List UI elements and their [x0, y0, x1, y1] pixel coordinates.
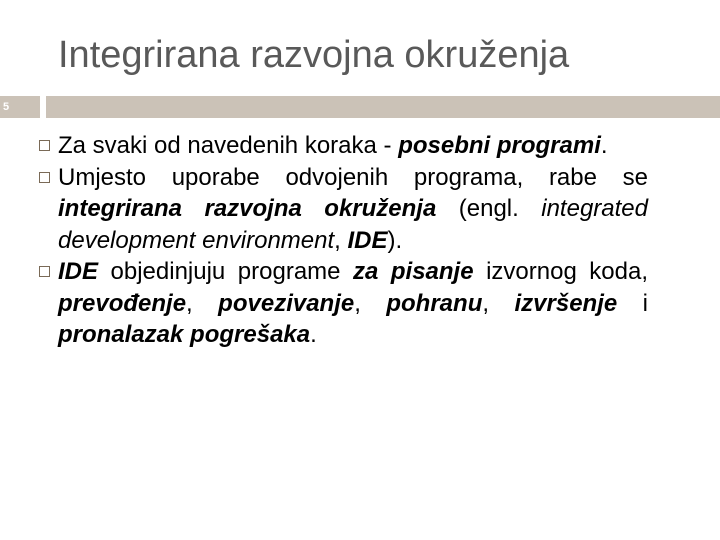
- hollow-square-icon: [39, 172, 50, 183]
- bullet-item: [36, 130, 648, 162]
- bullet-item: [36, 256, 648, 351]
- slide-title: Integrirana razvojna okruženja: [58, 34, 570, 76]
- bullet-text: [58, 258, 648, 348]
- bullet-text-segment: ,: [334, 226, 348, 254]
- bullet-text: [58, 132, 608, 159]
- bullet-text-segment: ).: [387, 226, 403, 254]
- bullet-text-segment: (engl.: [436, 195, 542, 222]
- bullet-text-segment: prevođenje: [58, 289, 187, 317]
- bullet-text-segment: integrated development environment: [58, 195, 648, 254]
- bullet-text-segment: posebni programi: [398, 132, 601, 159]
- bullet-text-segment: pronalazak pogrešaka: [58, 321, 311, 348]
- bullet-text-segment: .: [310, 321, 317, 348]
- bullet-text-segment: izvornog koda,: [473, 258, 649, 285]
- title-divider-bar: [46, 96, 720, 118]
- bullet-text-segment: integrirana razvojna okruženja: [58, 195, 437, 222]
- bullet-text-segment: ,: [354, 289, 387, 317]
- bullet-text-segment: povezivanje: [218, 289, 355, 317]
- bullet-text-segment: izvršenje: [514, 289, 618, 317]
- bullet-text-segment: ,: [482, 289, 515, 317]
- bullet-text-segment: IDE: [58, 258, 99, 285]
- bullet-text-segment: ,: [186, 289, 219, 317]
- bullet-text: [58, 164, 648, 254]
- bullet-text-segment: Za svaki od navedenih koraka -: [58, 132, 399, 159]
- hollow-square-icon: [39, 266, 50, 277]
- bullet-text-segment: .: [600, 132, 608, 159]
- bullet-text-segment: IDE: [347, 226, 388, 254]
- bullet-item: [36, 162, 648, 257]
- bullet-list: [36, 130, 648, 351]
- bullet-text-segment: za pisanje: [353, 258, 474, 285]
- bullet-text-segment: i: [617, 289, 648, 317]
- bullet-text-segment: objedinjuju programe: [98, 258, 354, 285]
- bullet-text-segment: pohranu: [386, 289, 483, 317]
- hollow-square-icon: [39, 140, 50, 151]
- slide-number: 5: [0, 96, 40, 118]
- bullet-text-segment: Umjesto uporabe odvojenih programa, rabe se: [58, 163, 648, 191]
